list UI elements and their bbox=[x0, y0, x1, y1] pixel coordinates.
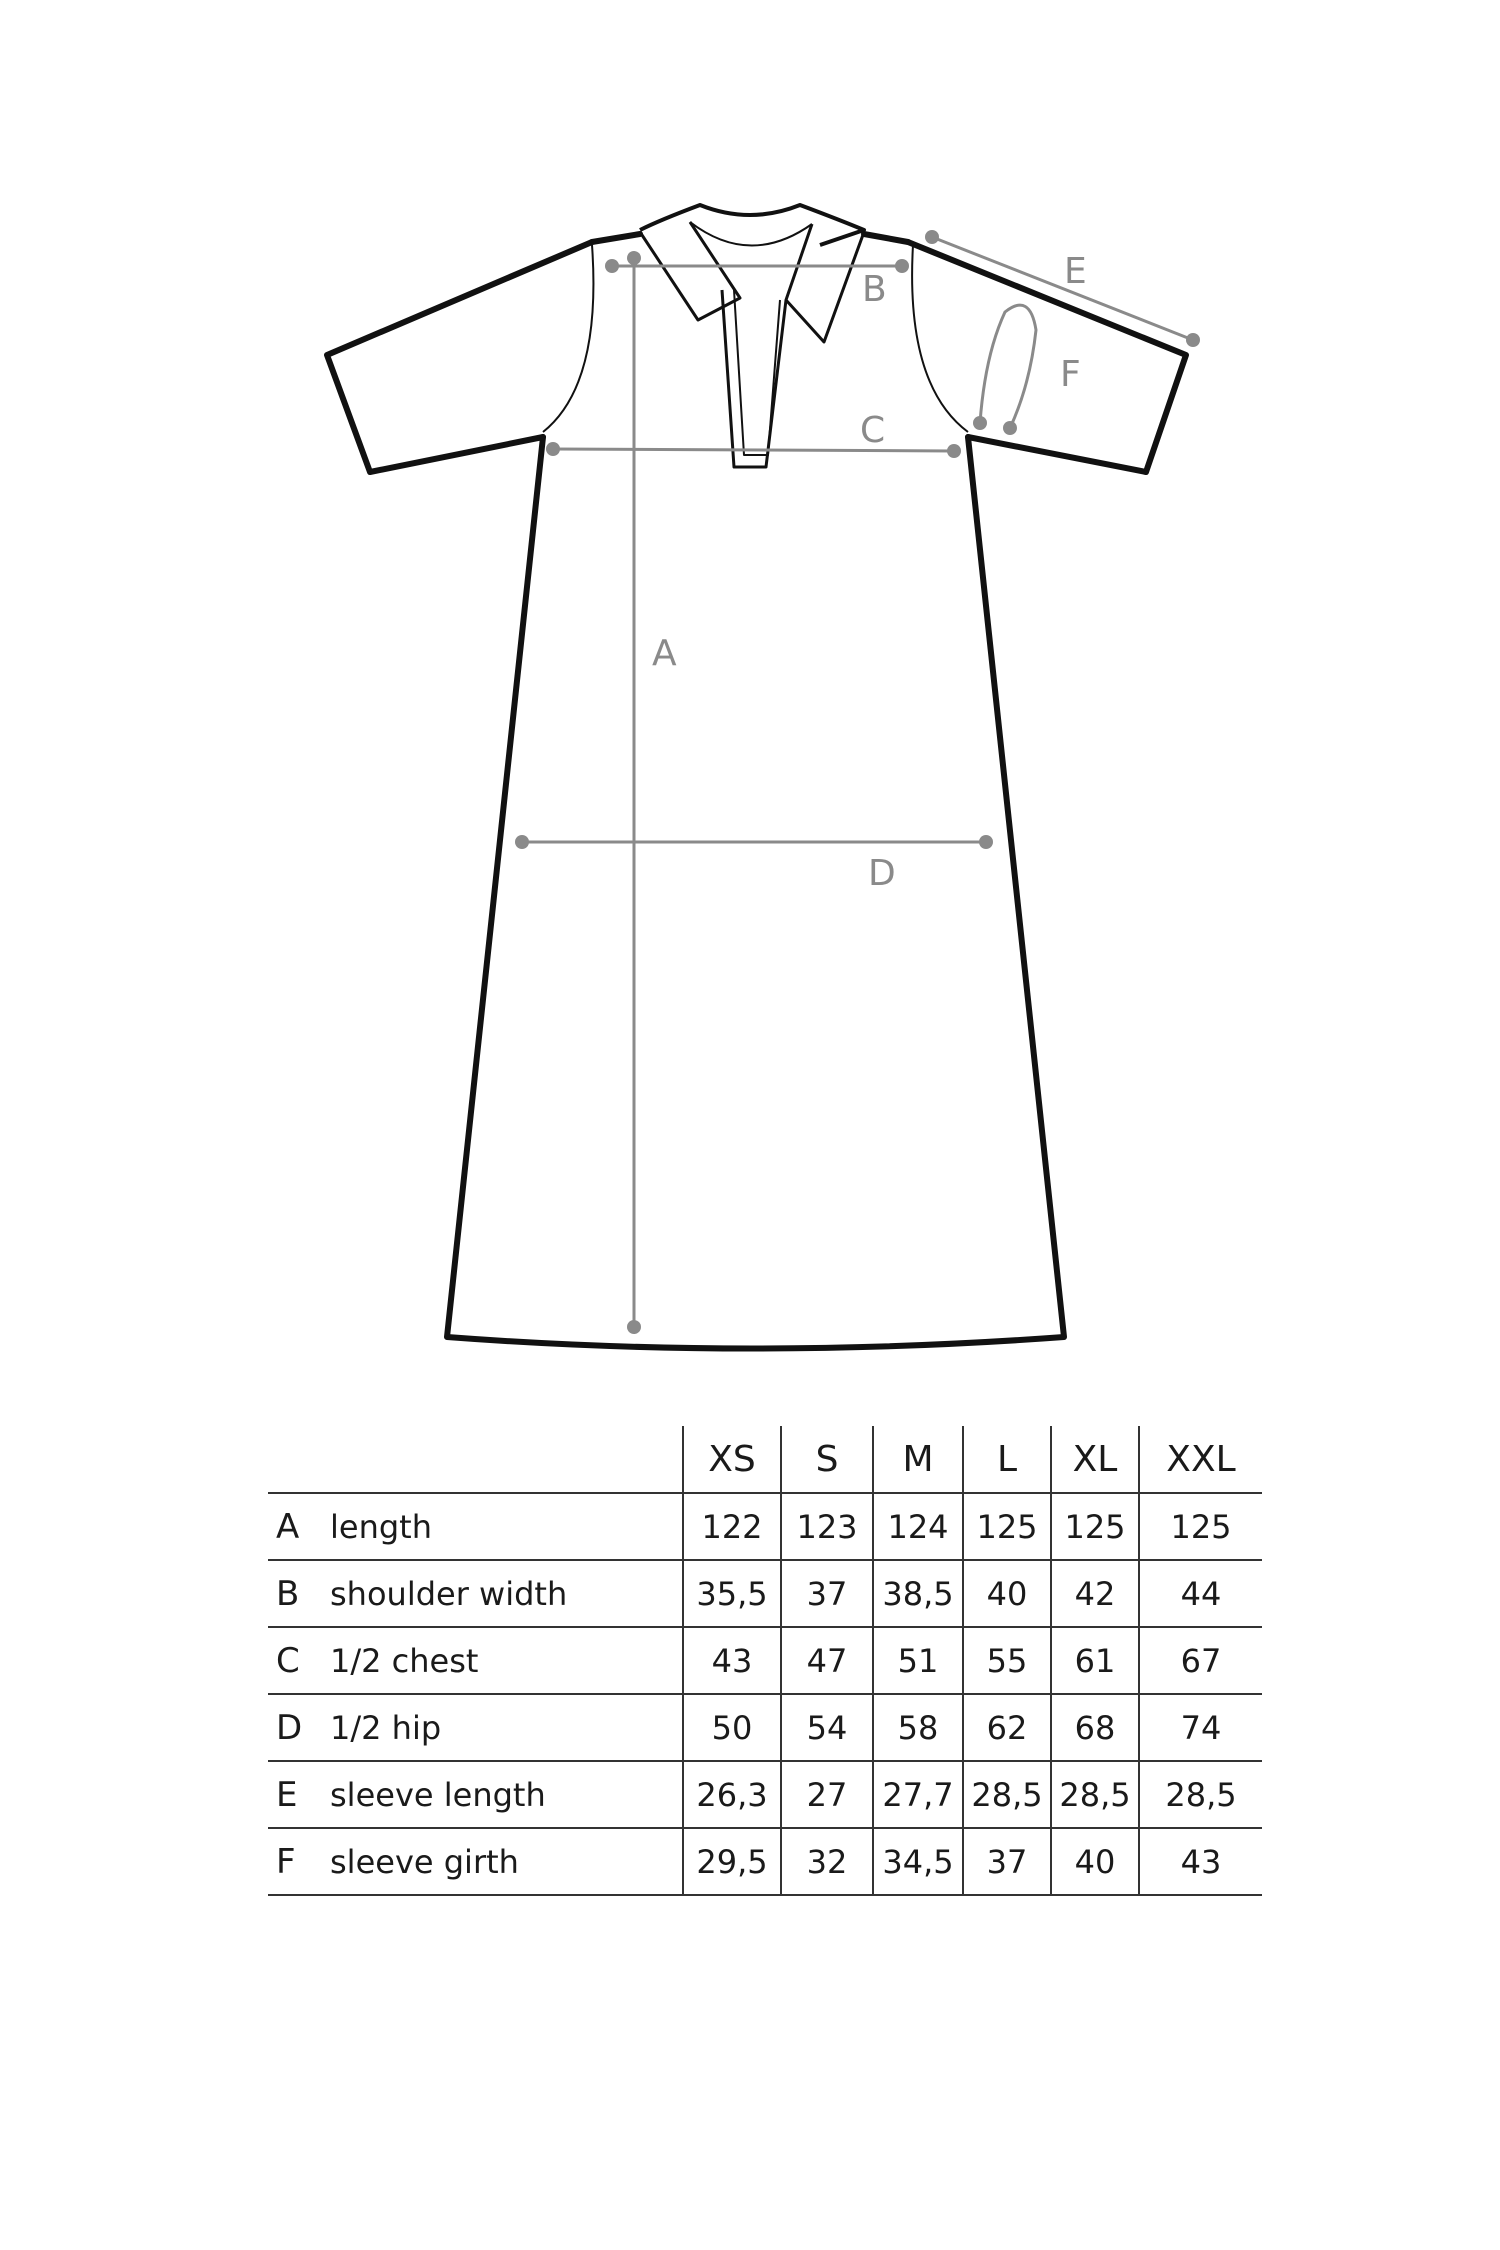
label-a: A bbox=[652, 633, 677, 674]
cell-value: 44 bbox=[1139, 1560, 1262, 1627]
row-letter: E bbox=[276, 1774, 298, 1815]
table-row bbox=[268, 1761, 1262, 1828]
size-chart-table bbox=[268, 1426, 1262, 1896]
left-sleeve bbox=[327, 242, 592, 472]
row-letter: C bbox=[276, 1640, 300, 1681]
size-header-xl: XL bbox=[1051, 1426, 1139, 1493]
row-name: 1/2 hip bbox=[330, 1708, 442, 1747]
label-d: D bbox=[868, 853, 896, 894]
cell-value: 62 bbox=[963, 1694, 1051, 1761]
cell-value: 37 bbox=[781, 1560, 873, 1627]
header-spacer bbox=[330, 1426, 683, 1493]
cell-value: 43 bbox=[683, 1627, 781, 1694]
cell-value: 34,5 bbox=[873, 1828, 963, 1895]
cell-value: 37 bbox=[963, 1828, 1051, 1895]
cell-value: 123 bbox=[781, 1493, 873, 1560]
row-letter: D bbox=[276, 1707, 303, 1748]
size-header-xxl: XXL bbox=[1139, 1426, 1262, 1493]
size-header-row bbox=[268, 1426, 1262, 1493]
size-header-xs: XS bbox=[683, 1426, 781, 1493]
dress-body bbox=[447, 437, 1064, 1349]
cell-value: 124 bbox=[873, 1493, 963, 1560]
label-b: B bbox=[862, 269, 887, 310]
size-header-l: L bbox=[963, 1426, 1051, 1493]
cell-value: 55 bbox=[963, 1627, 1051, 1694]
row-name: 1/2 chest bbox=[330, 1641, 479, 1680]
row-name: shoulder width bbox=[330, 1574, 568, 1613]
cell-value: 40 bbox=[1051, 1828, 1139, 1895]
cell-value: 38,5 bbox=[873, 1560, 963, 1627]
cell-value: 27,7 bbox=[873, 1761, 963, 1828]
cell-value: 28,5 bbox=[1051, 1761, 1139, 1828]
table-row bbox=[268, 1694, 1262, 1761]
cell-value: 32 bbox=[781, 1828, 873, 1895]
cell-value: 26,3 bbox=[683, 1761, 781, 1828]
cell-value: 125 bbox=[963, 1493, 1051, 1560]
cell-value: 42 bbox=[1051, 1560, 1139, 1627]
row-letter: F bbox=[276, 1841, 296, 1882]
cell-value: 35,5 bbox=[683, 1560, 781, 1627]
cell-value: 122 bbox=[683, 1493, 781, 1560]
cell-value: 61 bbox=[1051, 1627, 1139, 1694]
size-header-s: S bbox=[781, 1426, 873, 1493]
cell-value: 29,5 bbox=[683, 1828, 781, 1895]
measurement-labels bbox=[652, 251, 1087, 894]
cell-value: 28,5 bbox=[1139, 1761, 1262, 1828]
cell-value: 27 bbox=[781, 1761, 873, 1828]
cell-value: 28,5 bbox=[963, 1761, 1051, 1828]
row-name: sleeve length bbox=[330, 1775, 546, 1814]
cell-value: 47 bbox=[781, 1627, 873, 1694]
row-name: sleeve girth bbox=[330, 1842, 519, 1881]
cell-value: 67 bbox=[1139, 1627, 1262, 1694]
header-spacer bbox=[268, 1426, 330, 1493]
cell-value: 125 bbox=[1051, 1493, 1139, 1560]
label-f: F bbox=[1060, 354, 1081, 395]
right-sleeve bbox=[908, 242, 1186, 472]
row-name: length bbox=[330, 1507, 432, 1546]
table-row bbox=[268, 1627, 1262, 1694]
table-row bbox=[268, 1493, 1262, 1560]
cell-value: 51 bbox=[873, 1627, 963, 1694]
cell-value: 40 bbox=[963, 1560, 1051, 1627]
label-e: E bbox=[1064, 251, 1087, 292]
cell-value: 58 bbox=[873, 1694, 963, 1761]
cell-value: 50 bbox=[683, 1694, 781, 1761]
row-letter: B bbox=[276, 1573, 300, 1614]
measurement-lines bbox=[515, 230, 1200, 1334]
cell-value: 125 bbox=[1139, 1493, 1262, 1560]
cell-value: 68 bbox=[1051, 1694, 1139, 1761]
row-letter: A bbox=[276, 1506, 300, 1547]
cell-value: 43 bbox=[1139, 1828, 1262, 1895]
label-c: C bbox=[860, 410, 886, 451]
table-row bbox=[268, 1560, 1262, 1627]
cell-value: 54 bbox=[781, 1694, 873, 1761]
cell-value: 74 bbox=[1139, 1694, 1262, 1761]
size-header-m: M bbox=[873, 1426, 963, 1493]
dress-outline bbox=[327, 234, 1186, 1349]
table-row bbox=[268, 1828, 1262, 1895]
